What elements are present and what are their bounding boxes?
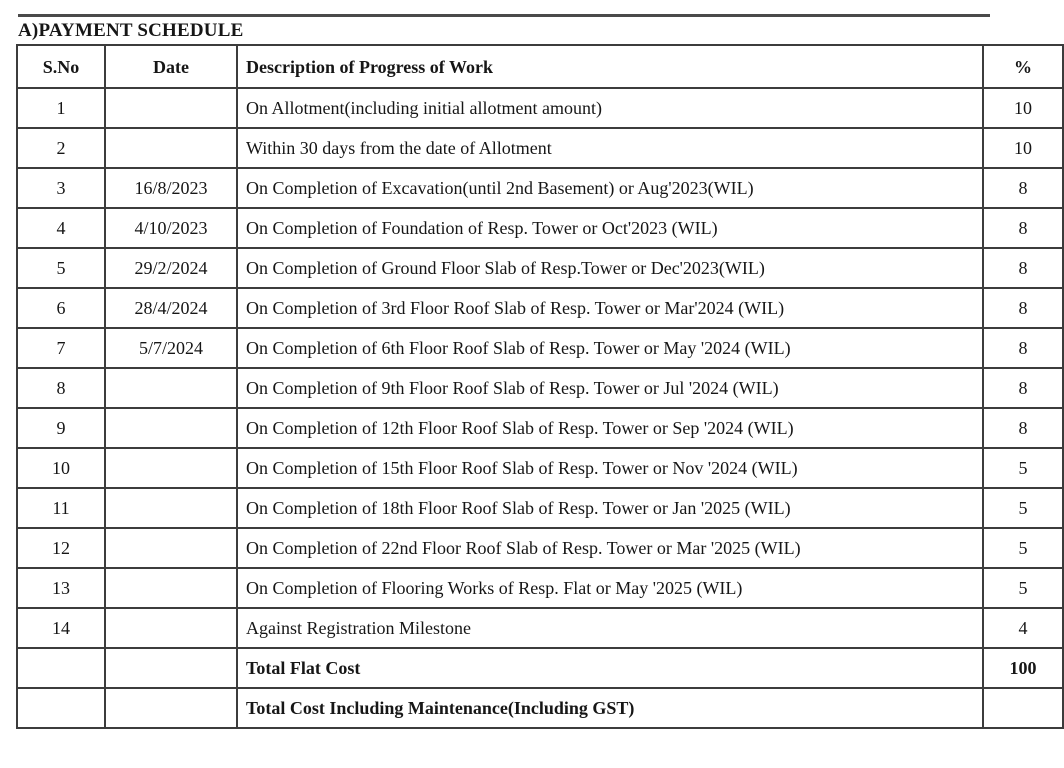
table-row: [17, 288, 1063, 328]
cell-percent: 10: [983, 88, 1063, 128]
cell-sno: 8: [17, 368, 105, 408]
table-body: [17, 88, 1063, 728]
cell-sno: 12: [17, 528, 105, 568]
table-header-row: [17, 45, 1063, 88]
cell-description: On Completion of 9th Floor Roof Slab of Resp. Tower or Jul '2024 (WIL): [237, 368, 983, 408]
cell-description: On Completion of Excavation(until 2nd Basement) or Aug'2023(WIL): [237, 168, 983, 208]
cell-description: On Completion of 6th Floor Roof Slab of Resp. Tower or May '2024 (WIL): [237, 328, 983, 368]
cell-percent: 8: [983, 408, 1063, 448]
cell-percent: 8: [983, 248, 1063, 288]
cell-date: [105, 648, 237, 688]
table-row: [17, 168, 1063, 208]
total-including-maintenance-percent: [983, 688, 1063, 728]
cell-sno: 3: [17, 168, 105, 208]
cell-description: On Completion of 22nd Floor Roof Slab of Resp. Tower or Mar '2025 (WIL): [237, 528, 983, 568]
cell-percent: 4: [983, 608, 1063, 648]
table-row: [17, 88, 1063, 128]
cell-sno: 11: [17, 488, 105, 528]
table-row: [17, 408, 1063, 448]
cell-description: On Completion of Foundation of Resp. Tower or Oct'2023 (WIL): [237, 208, 983, 248]
table-row: [17, 568, 1063, 608]
cell-sno: 10: [17, 448, 105, 488]
table-row: [17, 528, 1063, 568]
cell-description: On Completion of Flooring Works of Resp. Flat or May '2025 (WIL): [237, 568, 983, 608]
header-sno: S.No: [17, 45, 105, 88]
header-percent: %: [983, 45, 1063, 88]
cell-sno: 13: [17, 568, 105, 608]
cell-date: [105, 408, 237, 448]
top-divider: [18, 14, 990, 17]
cell-percent: 8: [983, 208, 1063, 248]
cell-sno: 14: [17, 608, 105, 648]
cell-sno: 1: [17, 88, 105, 128]
cell-date: [105, 488, 237, 528]
cell-description: Within 30 days from the date of Allotment: [237, 128, 983, 168]
table-row: [17, 368, 1063, 408]
total-flat-cost-row: [17, 648, 1063, 688]
table-row: [17, 208, 1063, 248]
cell-percent: 5: [983, 488, 1063, 528]
cell-description: On Completion of Ground Floor Slab of Resp.Tower or Dec'2023(WIL): [237, 248, 983, 288]
cell-sno: 5: [17, 248, 105, 288]
cell-date: [105, 448, 237, 488]
cell-date: 16/8/2023: [105, 168, 237, 208]
cell-date: 28/4/2024: [105, 288, 237, 328]
cell-date: [105, 608, 237, 648]
cell-date: [105, 128, 237, 168]
table-row: [17, 128, 1063, 168]
cell-date: [105, 368, 237, 408]
cell-percent: 8: [983, 288, 1063, 328]
cell-date: 5/7/2024: [105, 328, 237, 368]
cell-percent: 5: [983, 568, 1063, 608]
cell-date: [105, 528, 237, 568]
cell-sno: 9: [17, 408, 105, 448]
table-row: [17, 328, 1063, 368]
cell-percent: 5: [983, 528, 1063, 568]
cell-sno: 7: [17, 328, 105, 368]
table-row: [17, 608, 1063, 648]
cell-description: On Completion of 12th Floor Roof Slab of Resp. Tower or Sep '2024 (WIL): [237, 408, 983, 448]
cell-percent: 5: [983, 448, 1063, 488]
cell-sno: 4: [17, 208, 105, 248]
total-flat-cost-label: Total Flat Cost: [237, 648, 983, 688]
cell-date: 29/2/2024: [105, 248, 237, 288]
section-title: A)PAYMENT SCHEDULE: [18, 20, 244, 41]
cell-sno: 6: [17, 288, 105, 328]
cell-date: [105, 688, 237, 728]
cell-percent: 8: [983, 168, 1063, 208]
cell-description: On Completion of 3rd Floor Roof Slab of Resp. Tower or Mar'2024 (WIL): [237, 288, 983, 328]
cell-sno: [17, 648, 105, 688]
table-row: [17, 248, 1063, 288]
header-date: Date: [105, 45, 237, 88]
cell-description: On Completion of 15th Floor Roof Slab of Resp. Tower or Nov '2024 (WIL): [237, 448, 983, 488]
cell-percent: 8: [983, 328, 1063, 368]
cell-sno: [17, 688, 105, 728]
table-row: [17, 448, 1063, 488]
cell-date: [105, 88, 237, 128]
header-description: Description of Progress of Work: [237, 45, 983, 88]
cell-description: On Allotment(including initial allotment amount): [237, 88, 983, 128]
total-including-maintenance-row: [17, 688, 1063, 728]
total-including-maintenance-label: Total Cost Including Maintenance(Including GST): [237, 688, 983, 728]
table-row: [17, 488, 1063, 528]
cell-description: Against Registration Milestone: [237, 608, 983, 648]
payment-schedule-table: [16, 44, 1064, 729]
cell-date: [105, 568, 237, 608]
total-flat-cost-percent: 100: [983, 648, 1063, 688]
cell-description: On Completion of 18th Floor Roof Slab of Resp. Tower or Jan '2025 (WIL): [237, 488, 983, 528]
cell-percent: 8: [983, 368, 1063, 408]
cell-date: 4/10/2023: [105, 208, 237, 248]
cell-percent: 10: [983, 128, 1063, 168]
cell-sno: 2: [17, 128, 105, 168]
